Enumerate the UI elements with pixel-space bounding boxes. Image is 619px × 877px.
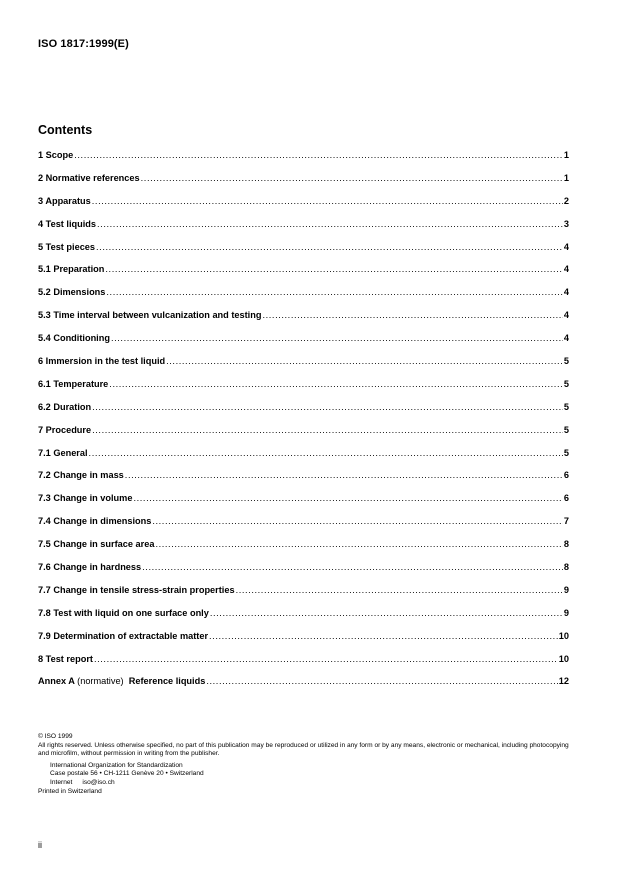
toc-entry[interactable] — [38, 379, 569, 402]
toc-entry-title: 7 Procedure — [38, 424, 92, 435]
annex-label: Annex A — [38, 676, 75, 687]
toc-leader-dots — [155, 539, 562, 549]
toc-leader-dots — [92, 402, 563, 412]
toc-leader-dots — [236, 585, 563, 595]
toc-entry-title: 8 Test report — [38, 653, 93, 664]
toc-entry-title: 7.6 Change in hardness — [38, 562, 142, 573]
toc-entry-page: 9 — [563, 607, 569, 618]
rights-statement: All rights reserved. Unless otherwise specified, no part of this publication may be reproduced or utilized in any form or by any means, electronic or mechanical, including photocopying and microfilm, without permission in writing from the publisher. — [38, 741, 569, 758]
toc-leader-dots — [106, 287, 562, 297]
contents-heading: Contents — [38, 123, 93, 137]
toc-leader-dots — [74, 150, 563, 160]
toc-leader-dots — [210, 608, 563, 618]
toc-entry[interactable] — [38, 562, 569, 585]
toc-entry-page: 4 — [563, 310, 569, 321]
toc-entry-title: 4 Test liquids — [38, 218, 97, 229]
table-of-contents — [38, 150, 569, 699]
toc-entry-title — [38, 676, 205, 686]
toc-entry-title: 5.3 Time interval between vulcanization and testing — [38, 310, 262, 321]
toc-entry-title: 5.4 Conditioning — [38, 333, 110, 344]
toc-leader-dots — [152, 516, 563, 526]
toc-entry-page: 4 — [563, 264, 569, 275]
toc-entry-title: 1 Scope — [38, 150, 74, 160]
toc-leader-dots — [206, 676, 557, 686]
toc-leader-dots — [142, 562, 563, 572]
toc-entry-title: 7.8 Test with liquid on one surface only — [38, 607, 209, 618]
toc-entry-page: 7 — [563, 516, 569, 527]
toc-entry-page: 4 — [563, 241, 569, 252]
toc-entry-page: 5 — [563, 401, 569, 412]
toc-entry-title: 6 Immersion in the test liquid — [38, 356, 166, 367]
toc-entry-page: 6 — [563, 470, 569, 481]
toc-entry-page: 3 — [563, 218, 569, 229]
toc-leader-dots — [96, 242, 563, 252]
toc-entry-page: 1 — [563, 150, 569, 160]
toc-entry-title: 6.2 Duration — [38, 401, 92, 412]
toc-entry-page: 8 — [563, 562, 569, 573]
toc-entry[interactable] — [38, 287, 569, 310]
toc-entry-title: 7.3 Change in volume — [38, 493, 133, 504]
toc-entry-page: 5 — [563, 356, 569, 367]
toc-entry-page: 4 — [563, 333, 569, 344]
toc-entry[interactable] — [38, 493, 569, 516]
copyright-block — [38, 733, 578, 796]
toc-entry[interactable] — [38, 608, 569, 631]
toc-entry[interactable] — [38, 150, 569, 173]
internet-label: Internet — [50, 778, 73, 786]
toc-entry-title: 7.9 Determination of extractable matter — [38, 630, 209, 641]
toc-entry[interactable] — [38, 356, 569, 379]
toc-leader-dots — [125, 470, 563, 480]
internet-line — [38, 779, 578, 788]
toc-leader-dots — [94, 654, 558, 664]
toc-entry[interactable] — [38, 402, 569, 425]
toc-entry-page: 6 — [563, 493, 569, 504]
toc-entry-page: 10 — [558, 653, 569, 664]
toc-entry[interactable] — [38, 539, 569, 562]
toc-entry-title: 7.2 Change in mass — [38, 470, 124, 481]
toc-entry-page: 4 — [563, 287, 569, 298]
page-number: ii — [38, 840, 42, 850]
toc-leader-dots — [89, 448, 563, 458]
toc-entry-page: 10 — [558, 630, 569, 641]
toc-entry-title: 3 Apparatus — [38, 195, 91, 206]
toc-entry-title: 5.2 Dimensions — [38, 287, 106, 298]
toc-leader-dots — [262, 310, 562, 320]
toc-entry-title: 5 Test pieces — [38, 241, 96, 252]
toc-entry[interactable] — [38, 219, 569, 242]
toc-entry-title: 7.5 Change in surface area — [38, 539, 155, 550]
printed-in: Printed in Switzerland — [38, 787, 102, 795]
toc-entry-page: 5 — [563, 378, 569, 389]
toc-entry-title: 7.1 General — [38, 447, 88, 458]
toc-entry-page: 12 — [558, 676, 569, 687]
copyright-notice: © ISO 1999 — [38, 733, 73, 740]
annex-title: Reference liquids — [128, 676, 206, 687]
toc-entry-page: 1 — [563, 172, 569, 183]
toc-entry[interactable] — [38, 242, 569, 265]
toc-entry[interactable] — [38, 470, 569, 493]
toc-entry[interactable] — [38, 448, 569, 471]
toc-leader-dots — [92, 425, 563, 435]
toc-entry-page: 8 — [563, 539, 569, 550]
toc-leader-dots — [105, 264, 562, 274]
toc-entry-title: 2 Normative references — [38, 172, 140, 183]
toc-entry[interactable] — [38, 425, 569, 448]
organization-name: International Organization for Standardization — [50, 761, 183, 769]
toc-leader-dots — [97, 219, 563, 229]
toc-entry[interactable] — [38, 631, 569, 654]
toc-entry-title: 5.1 Preparation — [38, 264, 105, 275]
organization-address: Case postale 56 • CH-1211 Genève 20 • Switzerland — [50, 770, 204, 778]
toc-entry-title: 7.7 Change in tensile stress-strain properties — [38, 584, 235, 595]
toc-entry-title: 6.1 Temperature — [38, 378, 109, 389]
toc-entry[interactable] — [38, 173, 569, 196]
annex-qualifier: (normative) — [77, 676, 124, 687]
toc-entry[interactable] — [38, 654, 569, 677]
contact-email[interactable]: iso@iso.ch — [82, 778, 115, 786]
toc-entry-page: 5 — [563, 447, 569, 458]
toc-leader-dots — [133, 493, 562, 503]
toc-entry[interactable] — [38, 585, 569, 608]
toc-entry[interactable] — [38, 310, 569, 333]
toc-leader-dots — [109, 379, 563, 389]
toc-entry-title: 7.4 Change in dimensions — [38, 516, 152, 527]
toc-entry[interactable] — [38, 333, 569, 356]
toc-entry[interactable] — [38, 516, 569, 539]
document-id: ISO 1817:1999(E) — [38, 38, 129, 50]
toc-entry-annex-a[interactable] — [38, 676, 569, 699]
toc-leader-dots — [92, 196, 563, 206]
toc-leader-dots — [141, 173, 563, 183]
toc-entry[interactable] — [38, 264, 569, 287]
toc-entry-page: 9 — [563, 584, 569, 595]
toc-leader-dots — [209, 631, 558, 641]
toc-entry-page: 5 — [563, 424, 569, 435]
toc-leader-dots — [111, 333, 563, 343]
toc-entry-page: 2 — [563, 195, 569, 206]
toc-leader-dots — [166, 356, 563, 366]
toc-entry[interactable] — [38, 196, 569, 219]
